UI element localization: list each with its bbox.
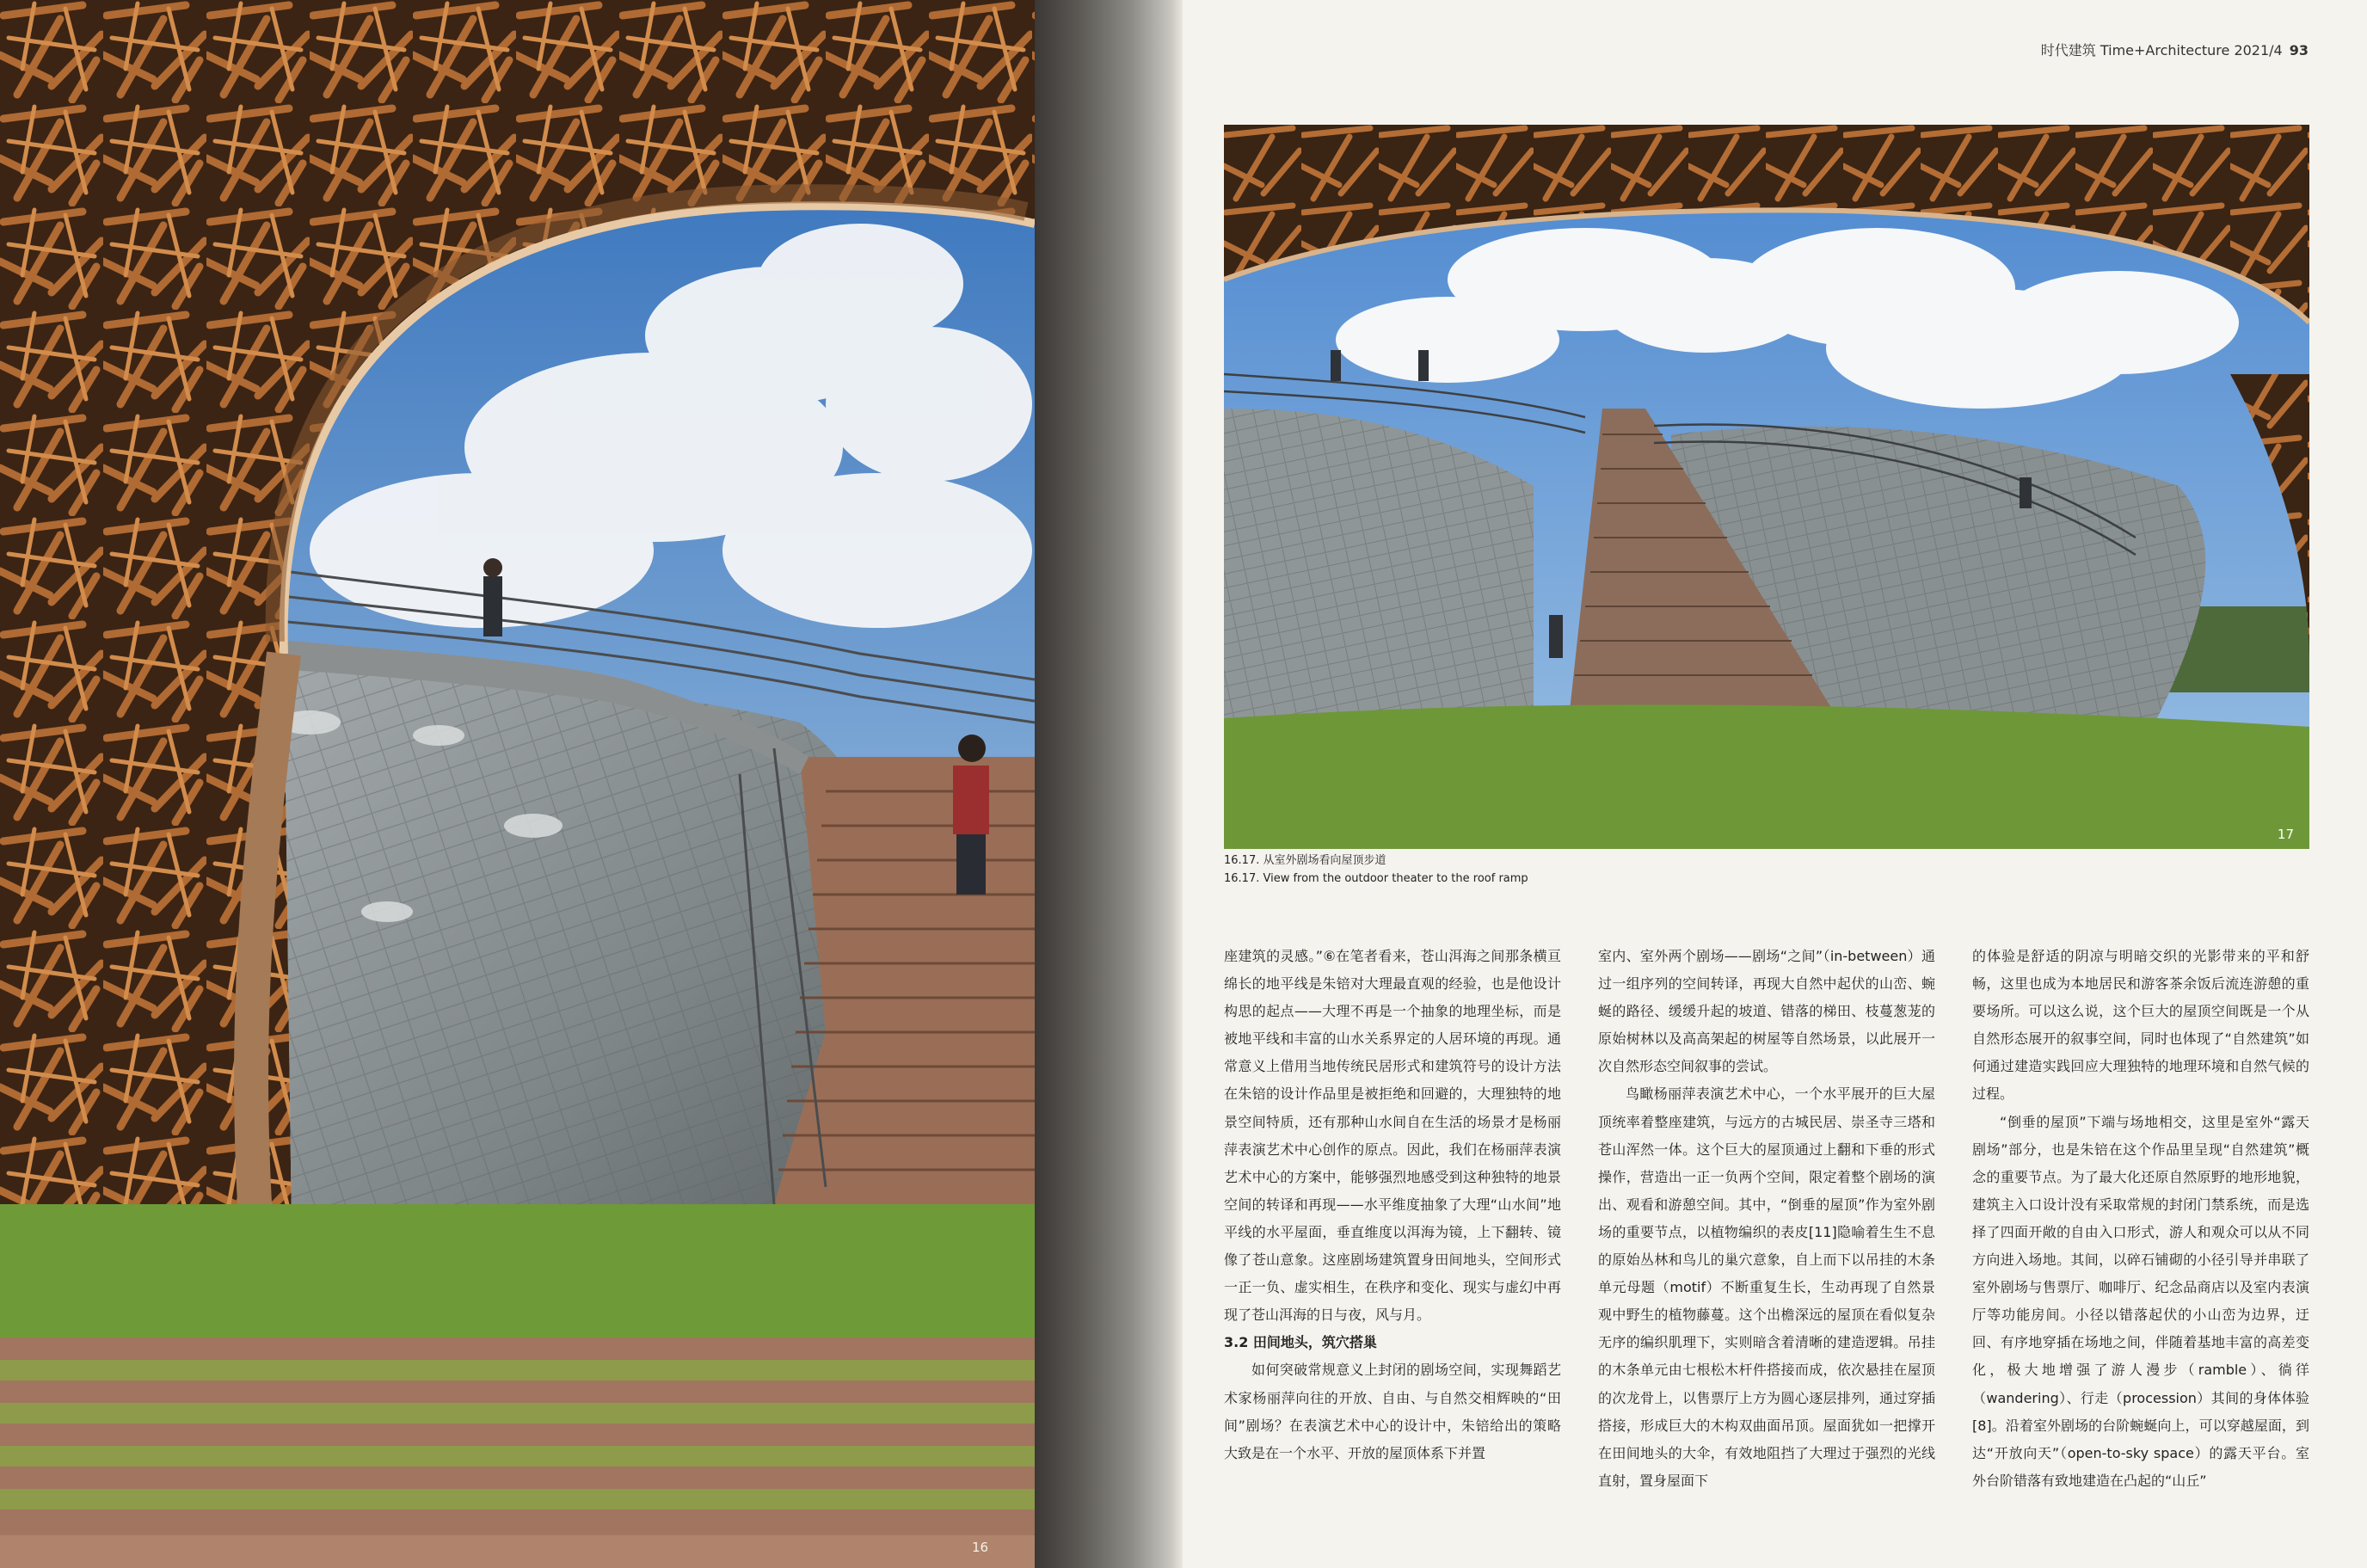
paragraph: 室内、室外两个剧场——剧场“之间”（in-between）通过一组序列的空间转译，再现大自然中起伏的山峦、蜿蜒的路径、缓缓升起的坡道、错落的梯田、枝蔓葱茏的原始树林以及高高架起的树屋等自然场景，以此展开一次自然形态空间叙事的尝试。 — [1598, 948, 1935, 1075]
photo-16 — [0, 0, 1035, 1568]
section-heading: 3.2 田间地头，筑穴搭巢 — [1224, 1334, 1377, 1351]
running-head — [2041, 40, 2309, 59]
text-column-3 — [1972, 943, 2309, 1545]
photo-number-17: 17 — [2277, 827, 2294, 842]
text-column-2 — [1598, 943, 1935, 1545]
paragraph: 座建筑的灵感。”⑥在笔者看来，苍山洱海之间那条横亘绵长的地平线是朱锫对大理最直观的经验，也是他设计构思的起点——大理不再是一个抽象的地理坐标，而是被地平线和丰富的山水关系界定的人居环境的再现。通常意义上借用当地传统民居形式和建筑符号的设计方法在朱锫的设计作品里是被拒绝和回避的，大理独特的地景空间特质，还有那种山水间自在生活的场景才是杨丽萍表演艺术中心创作的原点。因此，我们在杨丽萍表演艺术中心的方案中，能够强烈地感受到这种独特的地景空间的转译和再现——水平维度抽象了大理“山水间”地平线的水平屋面，垂直维度以洱海为镜，上下翻转、镜像了苍山意象。这座剧场建筑置身田间地头，空间形式一正一负、虚实相生，在秩序和变化、现实与虚幻中再现了苍山洱海的日与夜，风与月。 — [1224, 948, 1561, 1324]
right-page — [1183, 0, 2367, 1568]
page-gutter — [1035, 0, 1183, 1568]
text-column-1 — [1224, 943, 1561, 1545]
paragraph: “倒垂的屋顶”下端与场地相交，这里是室外“露天剧场”部分，也是朱锫在这个作品里呈现“自然建筑”概念的重要节点。为了最大化还原自然原野的地形地貌，建筑主入口设计没有采取常规的封闭门禁系统，而是选择了四面开敞的自由入口形式，游人和观众可以从不同方向进入场地。其间，以碎石铺砌的小径引导并串联了室外剧场与售票厅、咖啡厅、纪念品商店以及室内表演厅等功能房间。小径以错落起伏的小山峦为边界，迂回、有序地穿插在场地之间，伴随着基地丰富的高差变化，极大地增强了游人漫步（ramble）、徜徉（wandering）、行走（procession）其间的身体体验[8]。沿着室外剧场的台阶蜿蜒向上，可以穿越屋面，到达“开放向天”（open-to-sky space）的露天平台。室外台阶错落有致地建造在凸起的“山丘” — [1972, 1113, 2309, 1489]
page-number: 93 — [2289, 42, 2309, 58]
journal-title: 时代建筑 Time+Architecture 2021/4 — [2040, 42, 2283, 58]
caption-en: 16.17. View from the outdoor theater to the roof ramp — [1224, 872, 1528, 885]
body-text — [1224, 943, 2309, 1545]
photo-17-illustration — [1224, 125, 2309, 849]
caption-zh: 16.17. 从室外剧场看向屋顶步道 — [1224, 854, 1386, 867]
paragraph: 的体验是舒适的阴凉与明暗交织的光影带来的平和舒畅，这里也成为本地居民和游客茶余饭后流连游憩的重要场所。可以这么说，这个巨大的屋顶空间既是一个从自然形态展开的叙事空间，同时也体现了“自然建筑”如何通过建造实践回应大理独特的地理环境和自然气候的过程。 — [1972, 948, 2309, 1103]
paragraph: 如何突破常规意义上封闭的剧场空间，实现舞蹈艺术家杨丽萍向往的开放、自由、与自然交相辉映的“田间”剧场？在表演艺术中心的设计中，朱锫给出的策略大致是在一个水平、开放的屋顶体系下并置 — [1224, 1362, 1561, 1461]
photo-caption — [1224, 852, 1998, 888]
photo-17 — [1224, 125, 2309, 849]
photo-number-16: 16 — [972, 1540, 989, 1555]
paragraph: 鸟瞰杨丽萍表演艺术中心，一个水平展开的巨大屋顶统率着整座建筑，与远方的古城民居、崇圣寺三塔和苍山浑然一体。这个巨大的屋顶通过上翻和下垂的形式操作，营造出一正一负两个空间，限定着整个剧场的演出、观看和游憩空间。其中，“倒垂的屋顶”作为室外剧场的重要节点，以植物编织的表皮[11]隐喻着生生不息的原始丛林和鸟儿的巢穴意象，自上而下以吊挂的木条单元母题（motif）不断重复生长，生动再现了自然景观中野生的植物藤蔓。这个出檐深远的屋顶在看似复杂无序的编织肌理下，实则暗含着清晰的建造逻辑。吊挂的木条单元由七根松木杆件搭接而成，依次悬挂在屋顶的次龙骨上，以售票厅上方为圆心逐层排列，通过穿插搭接，形成巨大的木构双曲面吊顶。屋面犹如一把撑开在田间地头的大伞，有效地阻挡了大理过于强烈的光线直射，置身屋面下 — [1598, 1085, 1935, 1489]
photo-16-illustration — [0, 0, 1035, 1568]
